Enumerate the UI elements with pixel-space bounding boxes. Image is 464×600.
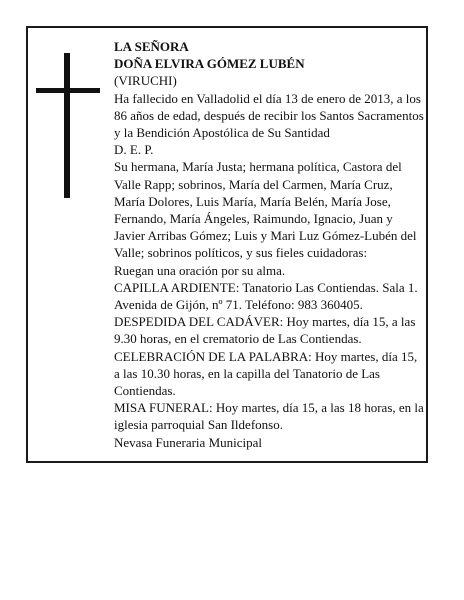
funeral-mass-info: MISA FUNERAL: Hoy martes, día 15, a las 18 horas, en la iglesia parroquial San Ildefonso. [114,400,424,433]
notice-heading: LA SEÑORA [114,39,189,54]
deceased-nickname: (VIRUCHI) [114,73,177,89]
family-list: Su hermana, María Justa; hermana política, Castora del Valle Rapp; sobrinos, María del Carmen, María Cruz, María Dolores, Luis María, María Belén, María Jose, Fernando, María Ángeles, Raimundo, Ignacio, Juan y Javier Arribas Gómez; Luis y Mari Luz Gómez-Lubén del Valle; sobrinos políticos, y sus fieles cuidadoras: [114,159,417,261]
cross-vertical-bar [64,53,70,198]
celebration-info: CELEBRACIÓN DE LA PALABRA: Hoy martes, día 15, a las 10.30 horas, en la capilla del Tanatorio de Las Contiendas. [114,348,418,399]
farewell-info: DESPEDIDA DEL CADÁVER: Hoy martes, día 15, a las 9.30 horas, en el crematorio de Las Contiendas. [114,314,416,347]
deceased-name: DOÑA ELVIRA GÓMEZ LUBÉN [114,56,305,72]
cross-icon [36,53,100,198]
funeral-home: Nevasa Funeraria Municipal [114,434,263,450]
notice-text [114,38,424,451]
chapel-info: CAPILLA ARDIENTE: Tanatorio Las Contiendas. Sala 1. Avenida de Gijón, nº 71. Teléfono: 983 360405. [114,279,418,313]
death-announcement: Ha fallecido en Valladolid el día 13 de enero de 2013, a los 86 años de edad, después de recibir los Santos Sacramentos y la Bendición Apostólica de Su Santidad [114,90,424,141]
cross-horizontal-bar [36,88,100,93]
prayer-request: Ruegan una oración por su alma. [114,262,286,278]
rest-in-peace: D. E. P. [114,142,154,158]
